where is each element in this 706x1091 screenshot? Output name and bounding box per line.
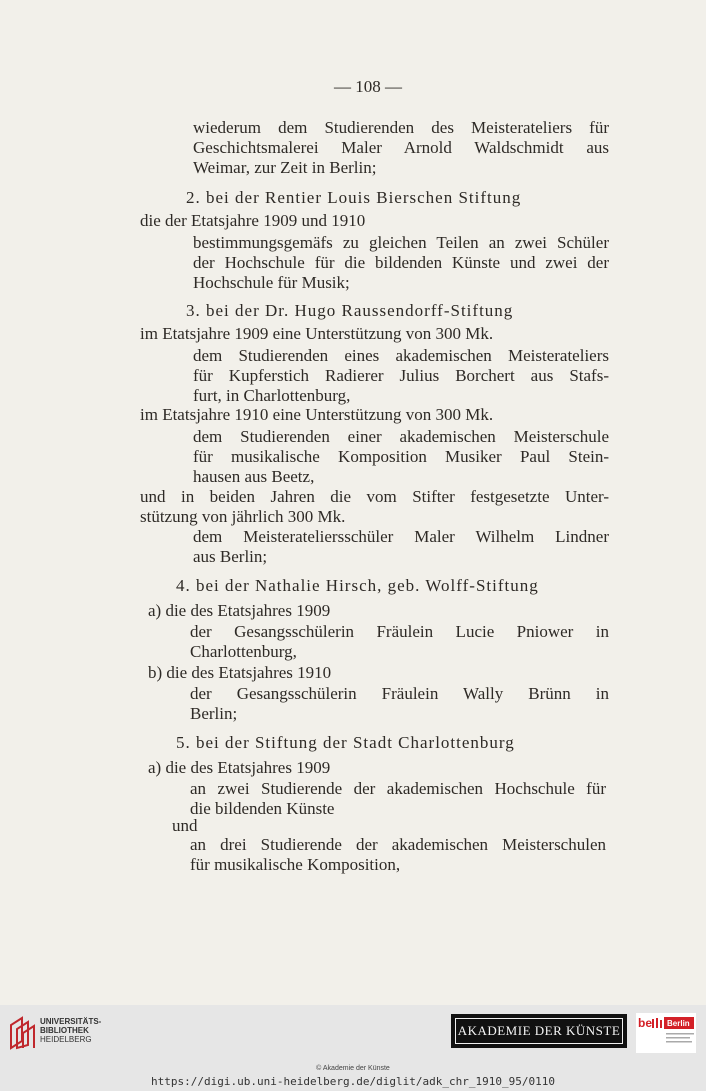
text-line: an zwei Studierende der akademischen Hochschule für: [190, 779, 606, 798]
text-line: für musikalische Komposition Musiker Paul Stein-: [193, 447, 609, 466]
text-line: a) die des Etatsjahres 1909: [148, 601, 331, 620]
university-library-name[interactable]: [40, 1017, 101, 1044]
text-line: für musikalische Komposition,: [190, 855, 401, 874]
section-heading: 3. bei der Dr. Hugo Raussendorff-Stiftung: [186, 301, 514, 320]
text-line: Charlottenburg,: [190, 642, 297, 661]
text-line: für Kupferstich Radierer Julius Borchert aus Stafs-: [193, 366, 609, 385]
text-line: aus Berlin;: [193, 547, 268, 566]
text-line: im Etatsjahre 1910 eine Unterstützung von 300 Mk.: [140, 405, 494, 424]
text-line: der Hochschule für die bildenden Künste und zwei der: [193, 253, 609, 272]
akademie-label: AKADEMIE DER KÜNSTE: [455, 1018, 623, 1044]
text-line: Hochschule für Musik;: [193, 273, 350, 292]
text-line: Weimar, zur Zeit in Berlin;: [193, 158, 377, 177]
text-line: und: [172, 816, 198, 835]
library-name-line: HEIDELBERG: [40, 1035, 92, 1044]
text-line: dem Studierenden einer akademischen Meisterschule: [193, 427, 609, 446]
text-line: an drei Studierende der akademischen Meisterschulen: [190, 835, 606, 854]
text-line: stützung von jährlich 300 Mk.: [140, 507, 346, 526]
text-line: die bildenden Künste: [190, 799, 335, 818]
section-heading: 5. bei der Stiftung der Stadt Charlottenburg: [176, 733, 515, 752]
library-name-line: UNIVERSITÄTS-: [40, 1017, 102, 1026]
text-line: wiederum dem Studierenden des Meisterateliers für: [193, 118, 609, 137]
viewer-footer: [0, 1005, 706, 1091]
text-line: Berlin;: [190, 704, 238, 723]
section-heading: 2. bei der Rentier Louis Bierschen Stiftung: [186, 188, 522, 207]
text-line: bestimmungsgemäfs zu gleichen Teilen an zwei Schüler: [193, 233, 609, 252]
text-line: dem Meisterateliersschüler Maler Wilhelm Lindner: [193, 527, 609, 546]
text-line: im Etatsjahre 1909 eine Unterstützung von 300 Mk.: [140, 324, 494, 343]
text-line: die der Etatsjahre 1909 und 1910: [140, 211, 366, 230]
text-line: Geschichtsmalerei Maler Arnold Waldschmidt aus: [193, 138, 609, 157]
text-line: der Gesangsschülerin Fräulein Wally Brünn in: [190, 684, 609, 703]
text-line: hausen aus Beetz,: [193, 467, 315, 486]
section-heading: 4. bei der Nathalie Hirsch, geb. Wolff-Stiftung: [176, 576, 539, 595]
text-line: a) die des Etatsjahres 1909: [148, 758, 331, 777]
permalink-url[interactable]: https://digi.ub.uni-heidelberg.de/diglit/adk_chr_1910_95/0110: [151, 1075, 555, 1088]
berlin-partner-logo-icon[interactable]: [636, 1013, 696, 1053]
text-line: furt, in Charlottenburg,: [193, 386, 351, 405]
berlin-logo-text: Berlin: [667, 1019, 690, 1028]
library-name-line: BIBLIOTHEK: [40, 1026, 89, 1035]
text-line: der Gesangsschülerin Fräulein Lucie Pniower in: [190, 622, 609, 641]
copyright-notice: © Akademie der Künste: [316, 1065, 390, 1072]
university-library-logo-icon[interactable]: [8, 1015, 38, 1051]
text-line: dem Studierenden eines akademischen Meisterateliers: [193, 346, 609, 365]
svg-text:be: be: [638, 1016, 653, 1030]
text-line: und in beiden Jahren die vom Stifter festgesetzte Unter-: [140, 487, 609, 506]
akademie-der-kuenste-logo[interactable]: [451, 1014, 627, 1048]
text-line: b) die des Etatsjahres 1910: [148, 663, 332, 682]
page-number: — 108 —: [334, 77, 402, 96]
